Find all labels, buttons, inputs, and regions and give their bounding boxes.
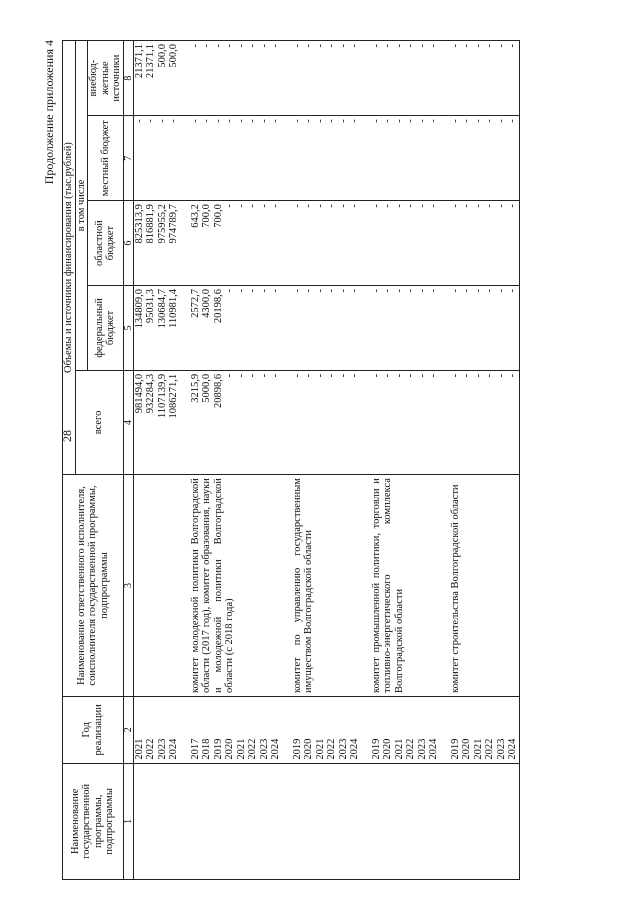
extra-value: - — [247, 44, 258, 48]
regional-value: - — [449, 204, 461, 208]
total-cell — [292, 370, 361, 474]
column-index: 7 — [123, 116, 133, 201]
extra-value: - — [370, 44, 382, 48]
total-value: - — [370, 373, 382, 378]
total-value: - — [247, 373, 258, 378]
federal-value: - — [370, 288, 382, 293]
federal-value: - — [393, 288, 405, 293]
total-value: - — [428, 373, 439, 378]
spacer-cell — [440, 696, 450, 763]
extra-cell — [292, 41, 361, 116]
local-value: - — [133, 119, 145, 123]
regional-value: - — [303, 204, 314, 208]
total-value: 5000,0 — [201, 373, 212, 403]
spacer-cell — [361, 41, 371, 116]
spacer-cell — [282, 285, 292, 370]
total-value: - — [393, 373, 405, 378]
spacer-cell — [282, 763, 292, 879]
extra-value: - — [212, 44, 224, 48]
total-value: - — [382, 373, 393, 378]
group-spacer — [282, 41, 292, 880]
spacer-cell — [361, 285, 371, 370]
total-value: - — [337, 373, 349, 378]
year-cell — [190, 696, 282, 763]
extra-value: - — [495, 44, 507, 48]
header-regional: областной бюджет — [88, 201, 124, 286]
program-name-cell — [190, 763, 282, 879]
total-value: - — [235, 373, 247, 378]
federal-value: - — [416, 288, 428, 293]
regional-value: - — [472, 204, 484, 208]
extra-value: - — [472, 44, 484, 48]
spacer-cell — [180, 41, 190, 116]
header-local: местный бюджет — [88, 116, 124, 201]
spacer-cell — [440, 116, 450, 201]
extra-value: 21371,1 — [145, 44, 156, 79]
total-value: 3215,9 — [189, 373, 201, 403]
regional-value: - — [314, 204, 326, 208]
extra-value: - — [349, 44, 360, 48]
federal-value: - — [484, 288, 495, 293]
year-value: 2022 — [247, 738, 258, 760]
regional-value: - — [235, 204, 247, 208]
extra-value: - — [405, 44, 416, 48]
year-value: 2020 — [303, 738, 314, 760]
federal-value: 110981,4 — [168, 288, 179, 328]
federal-value: 95031,3 — [145, 288, 156, 324]
rotated-page — [40, 40, 640, 880]
extra-value: - — [484, 44, 495, 48]
spacer-cell — [440, 475, 450, 697]
local-value: - — [484, 119, 495, 123]
federal-value: - — [382, 288, 393, 293]
extra-value: 500,0 — [156, 44, 168, 68]
regional-value: - — [370, 204, 382, 208]
federal-value: - — [247, 288, 258, 293]
extra-value: - — [461, 44, 472, 48]
federal-value: - — [349, 288, 360, 293]
column-index: 5 — [123, 285, 133, 370]
total-value: - — [405, 373, 416, 378]
spacer-cell — [282, 475, 292, 697]
year-value: 2023 — [337, 738, 349, 760]
extra-cell — [371, 41, 440, 116]
spacer-cell — [361, 370, 371, 474]
program-name-cell — [133, 763, 180, 879]
year-cell — [292, 696, 361, 763]
program-name-cell — [371, 763, 440, 879]
extra-value: - — [416, 44, 428, 48]
spacer-cell — [282, 696, 292, 763]
local-value: - — [461, 119, 472, 123]
table-row — [371, 41, 440, 880]
executor-cell: комитет промышленной политики, торговли и топливно-энергетического комплекса Волгоградской области — [371, 475, 440, 697]
regional-cell — [292, 201, 361, 286]
federal-value: - — [291, 288, 303, 293]
local-value: - — [224, 119, 235, 123]
year-value: 2024 — [270, 738, 281, 760]
spacer-cell — [180, 201, 190, 286]
program-name-cell — [450, 763, 520, 879]
total-value: - — [349, 373, 360, 378]
federal-value: - — [303, 288, 314, 293]
year-value: 2019 — [212, 738, 224, 760]
local-value: - — [405, 119, 416, 123]
column-index: 6 — [123, 201, 133, 286]
local-value: - — [472, 119, 484, 123]
year-value: 2021 — [472, 738, 484, 760]
group-spacer — [440, 41, 450, 880]
spacer-cell — [180, 116, 190, 201]
year-value: 2022 — [405, 738, 416, 760]
executor-cell: комитет по управлению государственным имуществом Волгоградской области — [292, 475, 361, 697]
extra-cell — [190, 41, 282, 116]
federal-value: - — [235, 288, 247, 293]
year-value: 2022 — [484, 738, 495, 760]
local-value: - — [235, 119, 247, 123]
year-value: 2021 — [133, 738, 145, 760]
spacer-cell — [440, 370, 450, 474]
extra-value: - — [428, 44, 439, 48]
header-year: Год реализации — [63, 696, 124, 763]
total-value: - — [314, 373, 326, 378]
header-federal: федеральный бюджет — [88, 285, 124, 370]
spacer-cell — [440, 201, 450, 286]
federal-value: - — [405, 288, 416, 293]
local-cell — [292, 116, 361, 201]
local-value: - — [382, 119, 393, 123]
spacer-cell — [361, 475, 371, 697]
local-value: - — [393, 119, 405, 123]
federal-value: - — [449, 288, 461, 293]
total-value: - — [484, 373, 495, 378]
federal-value: 2572,7 — [189, 288, 201, 318]
executor-cell: комитет строительства Волгоградской области — [450, 475, 520, 697]
column-index: 1 — [123, 763, 133, 879]
local-value: - — [428, 119, 439, 123]
regional-cell — [190, 201, 282, 286]
local-value: - — [270, 119, 281, 123]
spacer-cell — [180, 475, 190, 697]
column-index: 3 — [123, 475, 133, 697]
extra-value: - — [224, 44, 235, 48]
federal-cell — [133, 285, 180, 370]
year-cell — [371, 696, 440, 763]
header-including: в том числе — [75, 41, 88, 371]
federal-value: - — [270, 288, 281, 293]
federal-cell — [450, 285, 520, 370]
regional-value: 816881,9 — [145, 204, 156, 244]
regional-value: - — [495, 204, 507, 208]
table-body — [133, 41, 519, 880]
regional-value: - — [382, 204, 393, 208]
total-value: - — [303, 373, 314, 378]
regional-value: - — [428, 204, 439, 208]
total-value: - — [224, 373, 235, 378]
regional-value: - — [405, 204, 416, 208]
year-value: 2021 — [314, 738, 326, 760]
local-value: - — [416, 119, 428, 123]
total-value: - — [270, 373, 281, 378]
subtitle: Продолжение приложения 4 — [42, 40, 56, 185]
page-number: 28 — [60, 430, 74, 442]
total-value: 1107139,9 — [156, 373, 168, 419]
regional-value: - — [461, 204, 472, 208]
regional-cell — [133, 201, 180, 286]
regional-value: 700,0 — [201, 204, 212, 228]
regional-value: 975955,2 — [156, 204, 168, 244]
federal-value: 130684,7 — [156, 288, 168, 329]
regional-value: - — [349, 204, 360, 208]
year-value: 2024 — [349, 738, 360, 760]
local-value: - — [145, 119, 156, 123]
extra-value: - — [393, 44, 405, 48]
regional-cell — [371, 201, 440, 286]
spacer-cell — [180, 763, 190, 879]
year-value: 2019 — [291, 738, 303, 760]
local-cell — [450, 116, 520, 201]
spacer-cell — [282, 370, 292, 474]
extra-value: - — [291, 44, 303, 48]
regional-value: - — [484, 204, 495, 208]
local-value: - — [349, 119, 360, 123]
regional-value: 643,2 — [189, 204, 201, 228]
year-value: 2019 — [370, 738, 382, 760]
regional-value: - — [326, 204, 337, 208]
federal-value: - — [258, 288, 270, 293]
extra-value: - — [507, 44, 518, 48]
local-value: - — [212, 119, 224, 123]
year-value: 2023 — [416, 738, 428, 760]
federal-value: - — [472, 288, 484, 293]
spacer-cell — [180, 285, 190, 370]
spacer-cell — [440, 41, 450, 116]
regional-value: - — [258, 204, 270, 208]
header-executor: Наименование ответственного исполнителя, соисполнителя государственной программы, подпрограммы — [63, 475, 124, 697]
table-row — [450, 41, 520, 880]
local-value: - — [303, 119, 314, 123]
total-value: - — [495, 373, 507, 378]
executor-cell: комитет молодежной политики Волгоградской области (2017 год), комитет образования, науки и молодежной политики Волгоградской области (с 2018 года) — [190, 475, 282, 697]
regional-value: 974789,7 — [168, 204, 179, 244]
spacer-cell — [361, 696, 371, 763]
extra-value: - — [326, 44, 337, 48]
extra-value: - — [235, 44, 247, 48]
column-index: 4 — [123, 370, 133, 474]
regional-value: - — [291, 204, 303, 208]
extra-cell — [133, 41, 180, 116]
header-total: всего — [75, 370, 123, 474]
total-value: - — [258, 373, 270, 378]
spacer-cell — [361, 201, 371, 286]
local-value: - — [189, 119, 201, 123]
federal-cell — [292, 285, 361, 370]
local-value: - — [201, 119, 212, 123]
total-value: - — [472, 373, 484, 378]
finance-table — [62, 40, 520, 880]
group-spacer — [180, 41, 190, 880]
federal-value: - — [461, 288, 472, 293]
local-value: - — [370, 119, 382, 123]
year-value: 2023 — [495, 738, 507, 760]
federal-value: - — [428, 288, 439, 293]
extra-value: - — [189, 44, 201, 48]
year-value: 2023 — [156, 738, 168, 760]
header-extra: внебюд-жетные источники — [88, 41, 124, 116]
year-value: 2022 — [145, 738, 156, 760]
year-value: 2018 — [201, 738, 212, 760]
extra-value: - — [382, 44, 393, 48]
year-value: 2024 — [507, 738, 518, 760]
year-value: 2019 — [449, 738, 461, 760]
spacer-cell — [282, 201, 292, 286]
year-value: 2020 — [382, 738, 393, 760]
year-value: 2022 — [326, 738, 337, 760]
federal-value: - — [314, 288, 326, 293]
local-cell — [371, 116, 440, 201]
extra-value: - — [337, 44, 349, 48]
extra-value: 21371,1 — [133, 44, 145, 79]
total-value: - — [507, 373, 518, 378]
table-row — [190, 41, 282, 880]
year-value: 2023 — [258, 738, 270, 760]
total-cell — [371, 370, 440, 474]
total-value: - — [416, 373, 428, 378]
total-value: 1086271,1 — [168, 373, 179, 419]
group-spacer — [361, 41, 371, 880]
federal-value: 134809,0 — [133, 288, 145, 329]
local-value: - — [507, 119, 518, 123]
regional-value: 700,0 — [212, 204, 224, 228]
federal-value: 20198,6 — [212, 288, 224, 324]
federal-cell — [371, 285, 440, 370]
total-value: - — [326, 373, 337, 378]
spacer-cell — [440, 285, 450, 370]
local-value: - — [449, 119, 461, 123]
extra-value: - — [258, 44, 270, 48]
extra-value: 500,0 — [168, 44, 179, 68]
local-value: - — [291, 119, 303, 123]
federal-value: - — [507, 288, 518, 293]
column-index: 8 — [123, 41, 133, 116]
federal-value: - — [326, 288, 337, 293]
extra-cell — [450, 41, 520, 116]
regional-value: - — [416, 204, 428, 208]
federal-cell — [190, 285, 282, 370]
year-value: 2024 — [168, 738, 179, 760]
spacer-cell — [440, 763, 450, 879]
year-value: 2021 — [393, 738, 405, 760]
spacer-cell — [282, 116, 292, 201]
program-name-cell — [292, 763, 361, 879]
total-value: 981494,0 — [133, 373, 145, 414]
regional-value: - — [270, 204, 281, 208]
spacer-cell — [282, 41, 292, 116]
regional-cell — [450, 201, 520, 286]
local-cell — [133, 116, 180, 201]
local-value: - — [326, 119, 337, 123]
year-value: 2017 — [189, 738, 201, 760]
extra-value: - — [303, 44, 314, 48]
total-cell — [133, 370, 180, 474]
spacer-cell — [180, 370, 190, 474]
year-value: 2020 — [224, 738, 235, 760]
spacer-cell — [180, 696, 190, 763]
extra-value: - — [449, 44, 461, 48]
regional-value: - — [337, 204, 349, 208]
total-cell — [190, 370, 282, 474]
column-index: 2 — [123, 696, 133, 763]
extra-value: - — [270, 44, 281, 48]
local-value: - — [314, 119, 326, 123]
local-value: - — [247, 119, 258, 123]
federal-value: - — [337, 288, 349, 293]
spacer-cell — [361, 116, 371, 201]
header-finance: Объемы и источники финансирования (тыс.рублей) — [63, 41, 76, 475]
regional-value: - — [507, 204, 518, 208]
year-value: 2021 — [235, 738, 247, 760]
local-value: - — [156, 119, 168, 123]
total-value: - — [461, 373, 472, 378]
local-value: - — [258, 119, 270, 123]
table-row — [292, 41, 361, 880]
total-value: - — [449, 373, 461, 378]
year-cell — [450, 696, 520, 763]
local-value: - — [168, 119, 179, 123]
header-program-name: Наименование государственной программы, подпрограммы — [63, 763, 124, 879]
local-value: - — [337, 119, 349, 123]
executor-cell — [133, 475, 180, 697]
total-cell — [450, 370, 520, 474]
local-value: - — [495, 119, 507, 123]
spacer-cell — [361, 763, 371, 879]
regional-value: - — [224, 204, 235, 208]
table-row — [133, 41, 180, 880]
federal-value: 4300,0 — [201, 288, 212, 318]
total-value: 932284,3 — [145, 373, 156, 414]
federal-value: - — [495, 288, 507, 293]
local-cell — [190, 116, 282, 201]
total-value: 20898,6 — [212, 373, 224, 408]
federal-value: - — [224, 288, 235, 293]
regional-value: 825313,9 — [133, 204, 145, 244]
year-value: 2020 — [461, 738, 472, 760]
extra-value: - — [201, 44, 212, 48]
regional-value: - — [247, 204, 258, 208]
extra-value: - — [314, 44, 326, 48]
year-cell — [133, 696, 180, 763]
total-value: - — [291, 373, 303, 378]
regional-value: - — [393, 204, 405, 208]
year-value: 2024 — [428, 738, 439, 760]
